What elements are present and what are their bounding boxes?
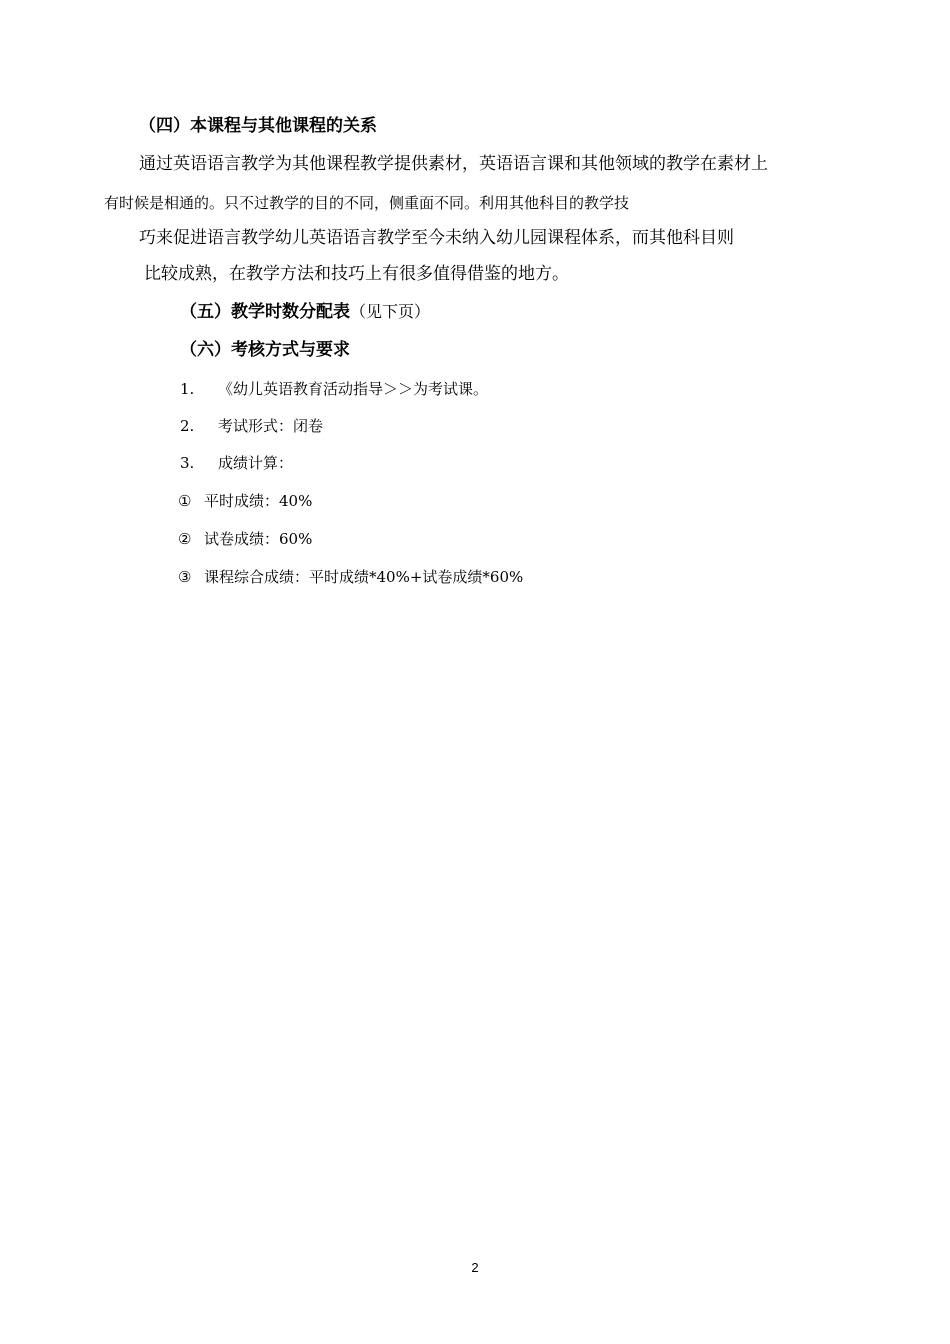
grade-item (178, 494, 312, 509)
grade-item-number: ① (178, 492, 192, 510)
section-4-paragraph-line-3: 巧来促进语言教学幼儿英语语言教学至今未纳入幼儿园课程体系，而其他科目则 (139, 228, 734, 248)
list-item (180, 456, 293, 471)
list-item-text: 考试形式：闭卷 (218, 417, 324, 435)
page-number: 2 (471, 1260, 479, 1275)
list-item-number: 3. (180, 454, 195, 472)
section-5-heading: （五）教学时数分配表 (180, 302, 350, 322)
section-5-heading-row (180, 304, 430, 321)
grade-item (178, 570, 523, 585)
list-item-text: 《幼儿英语教育活动指导＞＞为考试课。 (218, 380, 489, 398)
grade-item-text: 课程综合成绩：平时成绩*40%+试卷成绩*60% (204, 568, 524, 586)
list-item-text: 成绩计算： (218, 454, 294, 472)
grade-item-number: ③ (178, 568, 192, 586)
section-6-heading: （六）考核方式与要求 (180, 340, 350, 360)
grade-item-number: ② (178, 530, 192, 548)
list-item (180, 419, 323, 434)
list-item (180, 382, 488, 397)
section-4-paragraph-line-2: 有时候是相通的。只不过教学的目的不同，侧重面不同。利用其他科目的教学技 (104, 194, 630, 212)
section-5-note: （见下页） (350, 302, 431, 321)
section-4-heading: （四）本课程与其他课程的关系 (139, 116, 377, 136)
grade-item-text: 试卷成绩：60% (204, 530, 313, 548)
section-4-paragraph-line-4: 比较成熟，在教学方法和技巧上有很多值得借鉴的地方。 (144, 264, 569, 284)
grade-item (178, 532, 312, 547)
grade-item-text: 平时成绩：40% (204, 492, 313, 510)
section-4-paragraph-line-1: 通过英语语言教学为其他课程教学提供素材，英语语言课和其他领域的教学在素材上 (139, 154, 768, 174)
list-item-number: 2. (180, 417, 195, 435)
list-item-number: 1. (180, 380, 195, 398)
